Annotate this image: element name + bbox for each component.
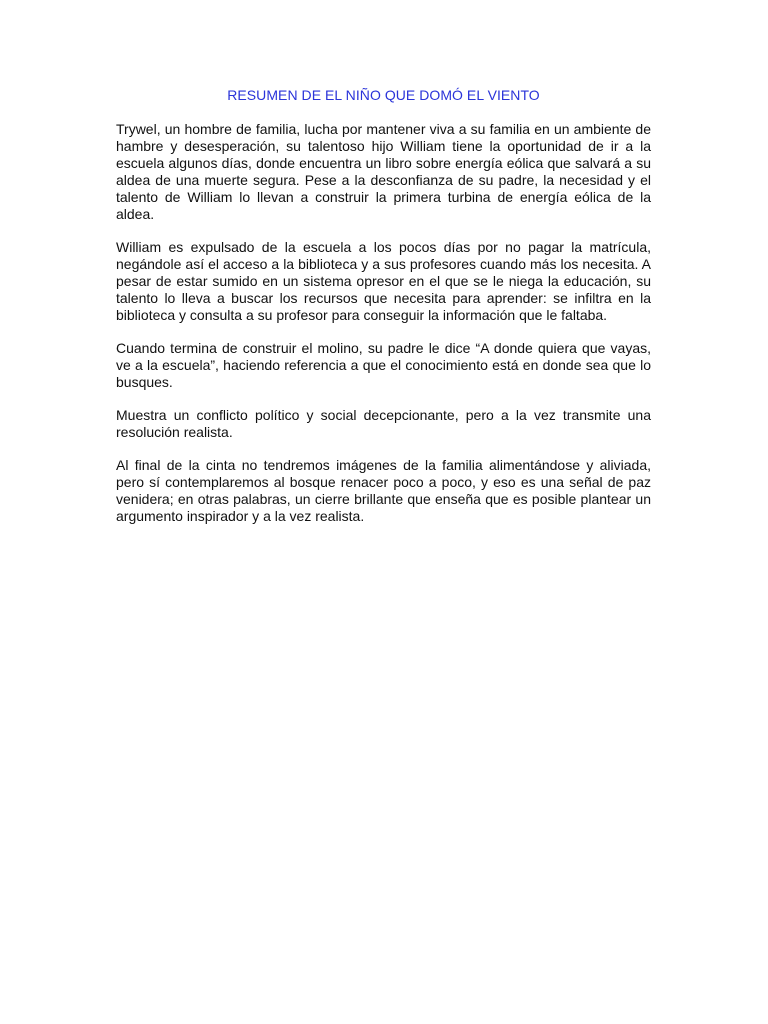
paragraph-5: Al final de la cinta no tendremos imágenes de la familia alimentándose y aliviada, pero sí contemplaremos al bosque renacer poco a poco, y eso es una señal de paz venidera; en otras palabras, un cierre brillante que enseña que es posible plantear un argumento inspirador y a la vez realista. <box>116 457 651 524</box>
document-body <box>116 121 651 541</box>
document-title: RESUMEN DE EL NIÑO QUE DOMÓ EL VIENTO <box>227 87 540 103</box>
paragraph-4: Muestra un conflicto político y social decepcionante, pero a la vez transmite una resolución realista. <box>116 407 651 440</box>
paragraph-3: Cuando termina de construir el molino, su padre le dice “A donde quiera que vayas, ve a la escuela”, haciendo referencia a que el conocimiento está en donde sea que lo busques. <box>116 340 651 390</box>
paragraph-1: Trywel, un hombre de familia, lucha por mantener viva a su familia en un ambiente de hambre y desesperación, su talentoso hijo William tiene la oportunidad de ir a la escuela algunos días, donde encuentra un libro sobre energía eólica que salvará a su aldea de una muerte segura. Pese a la desconfianza de su padre, la necesidad y el talento de William lo llevan a construir la primera turbina de energía eólica de la aldea. <box>116 121 651 222</box>
paragraph-2: William es expulsado de la escuela a los pocos días por no pagar la matrícula, negándole así el acceso a la biblioteca y a sus profesores cuando más los necesita. A pesar de estar sumido en un sistema opresor en el que se le niega la educación, su talento lo lleva a buscar los recursos que necesita para aprender: se infiltra en la biblioteca y consulta a su profesor para conseguir la información que le faltaba. <box>116 239 651 323</box>
